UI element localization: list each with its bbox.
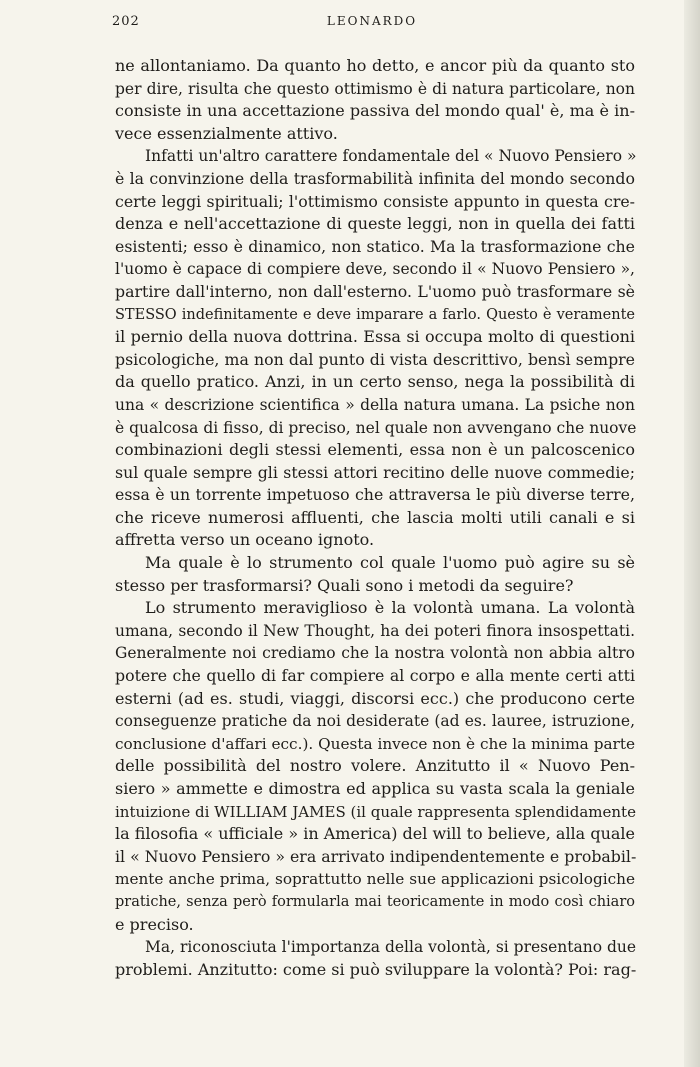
paragraph	[115, 145, 635, 552]
text-line: umana, secondo il New Thought, ha dei poteri finora insospettati.	[115, 621, 635, 640]
paragraph	[115, 936, 635, 981]
text-line: e preciso.	[115, 914, 194, 934]
text-body	[115, 55, 635, 981]
text-line: mente anche prima, soprattutto nelle sue applicazioni psicologiche	[115, 870, 635, 889]
text-line: affretta verso un oceano ignoto.	[115, 530, 375, 550]
text-line: Infatti un'altro carattere fondamentale del « Nuovo Pensiero »	[145, 147, 637, 166]
text-line: pratiche, senza però formularla mai teoricamente in modo così chiaro	[115, 893, 635, 910]
text-line: Generalmente noi crediamo che la nostra volontà non abbia altro	[115, 644, 635, 663]
paragraph	[115, 597, 635, 936]
running-head	[112, 14, 632, 34]
text-line: denza e nell'accettazione di queste leggi, non in quella dei fatti	[115, 214, 635, 234]
text-line: delle possibilità del nostro volere. Anzitutto il « Nuovo Pen-	[115, 756, 635, 776]
text-line: psicologiche, ma non dal punto di vista descrittivo, bensì sempre	[115, 349, 635, 369]
text-line: consiste in una accettazione passiva del mondo qual' è, ma è in-	[115, 101, 635, 121]
running-title: LEONARDO	[326, 14, 418, 28]
text-line: che riceve numerosi affluenti, che lascia molti utili canali e si	[115, 507, 635, 527]
text-line: problemi. Anzitutto: come si può sviluppare la volontà? Poi: rag-	[115, 959, 637, 979]
page-number: 202	[112, 14, 140, 29]
text-line: la filosofia « ufficiale » in America) del will to believe, alla quale	[115, 824, 635, 844]
text-line: essa è un torrente impetuoso che attraversa le più diverse terre,	[115, 485, 635, 505]
text-line: potere che quello di far compiere al corpo e alla mente certi atti	[115, 666, 635, 686]
text-line: STESSO indefinitamente e deve imparare a farlo. Questo è veramente	[115, 306, 635, 323]
text-line: è la convinzione della trasformabilità infinita del mondo secondo	[115, 168, 635, 188]
text-line: il pernio della nuova dottrina. Essa si occupa molto di questioni	[115, 327, 635, 347]
text-line: Lo strumento meraviglioso è la volontà umana. La volontà	[145, 598, 635, 618]
text-line: certe leggi spirituali; l'ottimismo consiste appunto in questa cre-	[115, 191, 635, 211]
text-line: Ma, riconosciuta l'importanza della volontà, si presentano due	[145, 938, 637, 957]
text-line: da quello pratico. Anzi, in un certo senso, nega la possibilità di	[115, 372, 635, 392]
paragraph	[115, 552, 635, 597]
text-line: stesso per trasformarsi? Quali sono i metodi da seguire?	[115, 575, 574, 595]
text-line: conclusione d'affari ecc.). Questa invece non è che la minima parte	[115, 734, 635, 753]
text-line: per dire, risulta che questo ottimismo è di natura particolare, non	[115, 79, 635, 98]
text-line: partire dall'interno, non dall'esterno. L'uomo può trasformare sè	[115, 281, 635, 301]
text-line: il « Nuovo Pensiero » era arrivato indipendentemente e probabil-	[115, 846, 637, 866]
page-gutter	[684, 0, 700, 1067]
text-line: ne allontaniamo. Da quanto ho detto, e ancor più da quanto sto	[115, 56, 635, 75]
text-line: siero » ammette e dimostra ed applica su vasta scala la geniale	[115, 779, 635, 798]
paragraph	[115, 55, 635, 145]
text-line: una « descrizione scientifica » della natura umana. La psiche non	[115, 395, 635, 414]
text-line: sul quale sempre gli stessi attori recitino delle nuove commedie;	[115, 462, 635, 482]
text-line: conseguenze pratiche da noi desiderate (ad es. lauree, istruzione,	[115, 712, 635, 731]
text-line: vece essenzialmente attivo.	[115, 123, 338, 143]
text-line: è qualcosa di fisso, di preciso, nel quale non avvengano che nuove	[115, 418, 637, 437]
text-line: Ma quale è lo strumento col quale l'uomo può agire su sè	[145, 553, 635, 573]
text-line: intuizione di WILLIAM JAMES (il quale rappresenta splendidamente	[115, 802, 636, 821]
text-line: esistenti; esso è dinamico, non statico. Ma la trasformazione che	[115, 236, 635, 256]
text-line: combinazioni degli stessi elementi, essa non è un palcoscenico	[115, 440, 635, 460]
text-line: l'uomo è capace di compiere deve, secondo il « Nuovo Pensiero »,	[115, 260, 635, 279]
text-line: esterni (ad es. studi, viaggi, discorsi ecc.) che producono certe	[115, 688, 635, 708]
